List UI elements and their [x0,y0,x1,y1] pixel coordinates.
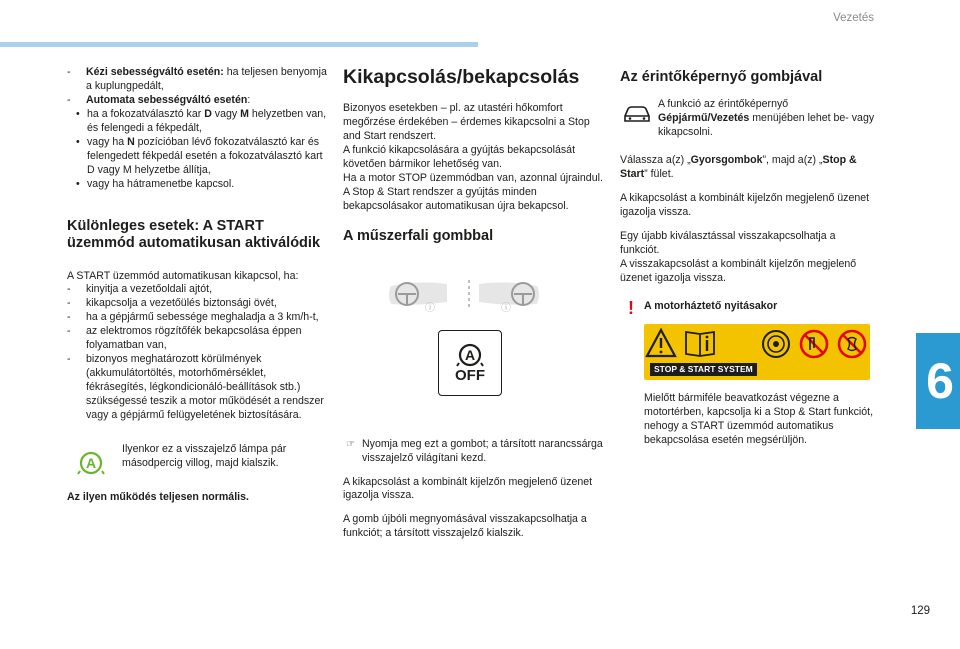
dashboard-illustration [343,278,605,418]
car-icon [622,104,652,124]
warning-title: A motorháztető nyitásakor [644,300,778,313]
stop-start-lamp-icon [77,451,105,475]
warning-text: Mielőtt bármiféle beavatkozást végezne a motortérben, kapcsolja ki a Stop & Start funkciót, nehogy a START üzemmód automatikus bekapcsolása esetén megsérüljön. [644,392,874,446]
list-item: - Automata sebességváltó esetén: [67,94,329,108]
condition-list [67,283,329,423]
press-note: ☞ Nyomja meg ezt a gombot; a társított narancssárga visszajelző világítani kezd. [346,437,603,464]
section-heading: Az érintőképernyő gombjával [620,69,823,85]
list-item: • vagy ha N pozícióban lévő fokozatválasztó kar és felengedett fékpedál esetén a fokozatválasztó kart D vagy M helyzetbe állítja, [67,136,329,178]
subheading: A műszerfali gombbal [343,228,494,245]
chapter-tab: 6 [916,333,960,429]
svg-text:ⓘ: ⓘ [501,302,511,314]
svg-text:A: A [85,455,97,472]
stop-start-off-button[interactable] [438,330,502,396]
confirm-text: A kikapcsolást a kombinált kijelzőn megjelenő üzenet igazolja vissza. [620,192,870,219]
section-heading: Különleges esetek: A START üzemmód automatikusan aktiválódik [67,217,321,252]
list-item: - bizonyos meghatározott körülmények (akkumulátortöltés, motorhőmérséklet, fékrásegítés, légkondicionáló-beállítások stb.) szükségessé teszik a motor működését a rendszer vagy a gépjármű felügyeletének biztosítására. [67,353,329,423]
column-2 [343,66,605,541]
label-icons [644,324,870,364]
normal-operation-note: Az ilyen működés teljesen normális. [67,491,249,504]
confirm-text: A kikapcsolást a kombinált kijelzőn megjelenő üzenet igazolja vissza. [343,475,593,502]
pointer-icon: ☞ [346,438,355,450]
svg-text:A: A [464,347,476,364]
list-item: - ha a gépjármű sebessége meghaladja a 3 km/h-t, [67,311,329,325]
intro-paragraph: Bizonyos esetekben – pl. az utastéri hőkomfort megőrzése érdekében – érdemes kikapcsolni a Stop and Start rendszert. A funkció kikapcsolására a gyújtás bekapcsolását követően bármikor lehetőség van. Ha a motor STOP üzemmódban van, azonnal újraindul. A Stop & Start rendszer a gyújtás minden bekapcsolásakor automatikusan újra bekapcsol. [343,102,603,213]
list-item: • ha a fokozatválasztó kar D vagy M helyzetben van, és felengedi a fékpedált, [67,108,329,136]
list-item: • vagy ha hátramenetbe kapcsol. [67,178,329,192]
svg-text:ⓘ: ⓘ [425,302,435,314]
page-number: 129 [910,605,930,617]
list-item: - kinyitja a vezetőoldali ajtót, [67,283,329,297]
reactivate-text: A gomb újbóli megnyomásával visszakapcsolhatja a funkciót; a társított visszajelző kialszik. [343,513,587,540]
off-label: OFF [455,367,485,385]
label-text: STOP & START SYSTEM [650,363,757,376]
stop-start-icon [455,342,485,368]
paragraph: A START üzemmód automatikusan kikapcsol, ha: [67,269,299,282]
list-item: - kikapcsolja a vezetőülés biztonsági övét, [67,297,329,311]
list-item: - az elektromos rögzítőfék bekapcsolása éppen folyamatban van, [67,325,329,353]
select-instruction: Válassza a(z) „Gyorsgombok”, majd a(z) „Stop & Start” fület. [620,154,857,181]
touchscreen-note: A funkció az érintőképernyő Gépjármű/Vezetés menüjében lehet be- vagy kikapcsolni. [620,98,875,140]
warning-exclamation-icon: ! [628,298,634,319]
section-name: Vezetés [833,12,874,24]
lamp-note: A Ilyenkor ez a visszajelző lámpa pár másodpercig villog, majd kialszik. [67,443,329,471]
page-title: Kikapcsolás/bekapcsolás [343,66,580,88]
hood-warning [620,300,875,448]
reactivate-text: Egy újabb kiválasztással visszakapcsolhatja a funkciót. A visszakapcsolást a kombinált kijelzőn megjelenő üzenet igazolja vissza. [620,230,857,285]
column-1 [67,66,329,505]
header-bar [0,42,478,47]
list-item: - Kézi sebességváltó esetén: ha teljesen benyomja a kuplungpedált, [67,66,329,94]
column-3 [620,66,875,448]
stop-start-hood-label [644,324,870,380]
